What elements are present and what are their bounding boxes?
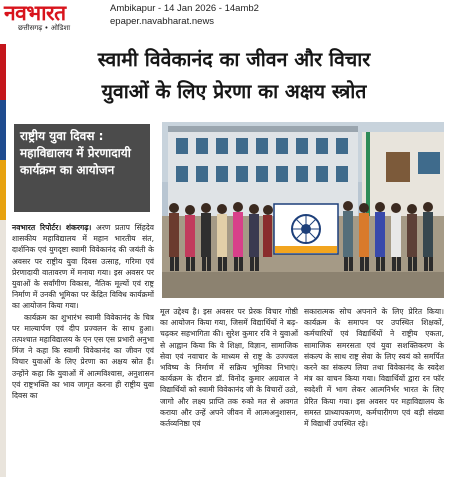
news-photo-illustration	[162, 122, 444, 298]
article-paragraph-4: सकारात्मक सोच अपनाने के लिए प्रेरित किया। कार्यक्रम के समापन पर उपस्थित शिक्षकों, कर्मचारियों एवं विद्यार्थियों ने राष्ट्रीय एकता, सामाजिक समरसता एवं युवा सशक्तिकरण के संकल्प के साथ राष्ट्र सेवा के लिए स्वयं को समर्पित करने का संकल्प लिया तथा विवेकानंद के स्वदेश मंत्र का वाचन किया गया। विद्यार्थियों द्वारा रन फॉर स्वदेशी में भाग लेकर आत्मनिर्भर भारत के लिए प्रेरित किया गया। इस अवसर पर महाविद्यालय के समस्त प्राध्यापकगण, कर्मचारीगण एवं बड़ी संख्या में विद्यार्थी उपस्थित रहे।	[304, 307, 444, 429]
headline-line-2: युवाओं के लिए प्रेरणा का अक्षय स्त्रोत	[101, 80, 367, 103]
news-photo	[162, 122, 444, 298]
article-column-3	[304, 306, 444, 429]
logo-wordmark: नवभारत	[4, 1, 66, 25]
article-column-1	[12, 222, 154, 401]
adjacent-page-strip	[0, 160, 6, 220]
article-paragraph-1	[12, 222, 154, 312]
edition-dateline: Ambikapur - 14 Jan 2026 - 14amb2	[110, 3, 259, 14]
adjacent-page-strip	[0, 44, 6, 100]
headline-line-1: स्वामी विवेकानंद का जीवन और विचार	[97, 48, 371, 71]
paragraph-text: अरण प्रताप सिंहदेव शासकीय महाविद्यालय में महान भारतीय संत, दार्शनिक एवं युगदृष्टा स्वामी विवेकानंद की जयंती के अवसर पर राष्ट्रीय युवा दिवस उत्साह, गरिमा एवं प्रेरणादायी वातावरण में मनाया गया। इस अवसर पर युवाओं के सर्वांगीण विकास, नैतिक मूल्यों एवं राष्ट्र निर्माण में उनकी भूमिका पर केंद्रित विविध कार्यक्रमों का आयोजन किया गया।	[12, 223, 154, 311]
adjacent-page-strip	[0, 220, 6, 477]
article-subhead: राष्ट्रीय युवा दिवस : महाविद्यालय में प्रेरणादायी कार्यक्रम का आयोजन	[14, 124, 150, 212]
article-place: शंकरगढ़।	[65, 223, 92, 232]
article-column-2	[160, 306, 298, 429]
newspaper-logo[interactable]	[4, 2, 102, 32]
logo-edition: छत्तीसगढ़ • ओडिशा	[18, 24, 71, 32]
masthead	[0, 0, 453, 40]
article-headline	[24, 44, 444, 108]
article-paragraph-3: मूल उद्देश्य है। इस अवसर पर प्रेरक विचार गोष्ठी का आयोजन किया गया, जिसमें विद्यार्थियों ने बढ़-चढ़कर सहभागिता की। सुरेश कुमार रवि ने युवाओं से आह्वान किया कि वे शिक्षा, विज्ञान, सामाजिक सेवा एवं नवाचार के माध्यम से राष्ट्र के उज्ज्वल भविष्य के निर्माण में सक्रिय भूमिका निभाएं। कार्यक्रम के दौरान डॉ. विनोद कुमार अग्रवाल ने विद्यार्थियों को स्वामी विवेकानंद जी के विचारों उठो, जागो और लक्ष्य प्राप्ति तक रुको मत से अवगत कराया और उन्हें अपने जीवन में आत्मअनुशासन, कर्तव्यनिष्ठा एवं	[160, 307, 298, 429]
epaper-url[interactable]: epaper.navabharat.news	[110, 16, 215, 27]
article-paragraph-2: कार्यक्रम का शुभारंभ स्वामी विवेकानंद के चित्र पर माल्यार्पण एवं दीप प्रज्वलन के साथ हुआ। तत्पश्चात महाविद्यालय के एन एस एस प्रभारी अनुभा मिंज ने कहा कि स्वामी विवेकानंद का जीवन एवं विचार युवाओं के लिए प्रेरणा का अक्षय स्रोत हैं। उन्होंने कहा कि युवाओं में आत्मविश्वास, अनुशासन एवं राष्ट्रभक्ति का भाव जागृत करना ही राष्ट्रीय युवा दिवस का	[12, 312, 154, 401]
article-byline: नवभारत रिपोर्टर।	[12, 223, 62, 232]
adjacent-page-strip	[0, 100, 6, 160]
